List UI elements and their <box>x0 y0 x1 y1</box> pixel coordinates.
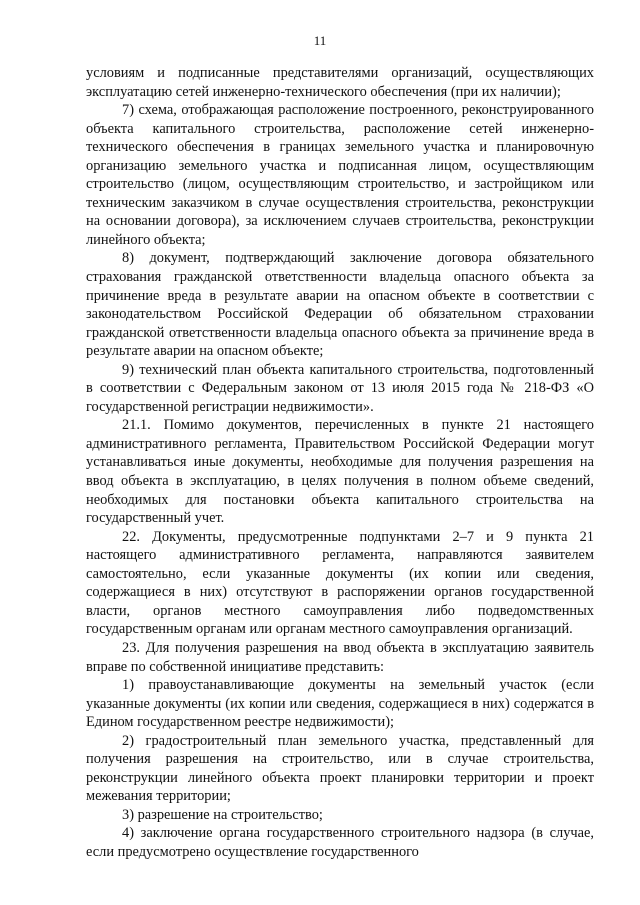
paragraph-23-item-1: 1) правоустанавливающие документы на земельный участок (если указанные документы (их копии или сведения, содержащиеся в них) содержатся в Едином государственном реестре недвижимости); <box>86 677 594 731</box>
paragraph-continuation: условиям и подписанные представителями организаций, осуществляющих эксплуатацию сетей инженерно-технического обеспечения (при их наличии); <box>86 65 594 100</box>
paragraph-22: 22. Документы, предусмотренные подпунктами 2–7 и 9 пункта 21 настоящего административного регламента, направляются заявителем самостоятельно, если указанные документы (их копии или сведения, содержащиеся в них) отсутствуют в распоряжении органов государственной власти, органов местного самоуправления либо подведомственных государственным органам или органам местного самоуправления организаций. <box>86 528 594 638</box>
paragraph-item-9: 9) технический план объекта капитального строительства, подготовленный в соответствии с Федеральным законом от 13 июля 2015 года № 218-ФЗ «О государственной регистрации недвижимости». <box>86 361 594 415</box>
paragraph-23-item-4: 4) заключение органа государственного строительного надзора (в случае, если предусмотрено осуществление государственного <box>86 825 594 860</box>
paragraph-item-8: 8) документ, подтверждающий заключение договора обязательного страхования гражданской ответственности владельца опасного объекта за причинение вреда в результате аварии на опасном объекте в соответствии с законодательством Российской Федерации об обязательном страховании гражданской ответственности владельца опасного объекта за причинение вреда в результате аварии на опасном объекте; <box>86 250 594 360</box>
document-body <box>86 64 594 862</box>
paragraph-item-7: 7) схема, отображающая расположение построенного, реконструированного объекта капитального строительства, расположение сетей инженерно-технического обеспечения в границах земельного участка и планировочную организацию земельного участка и подписанная лицом, осуществляющим строительство (лицом, осуществляющим строительство, и застройщиком или техническим заказчиком в случае осуществления строительства, реконструкции на основании договора), за исключением случаев строительства, реконструкции линейного объекта; <box>86 102 594 248</box>
page-number: 11 <box>313 33 327 48</box>
paragraph-21-1: 21.1. Помимо документов, перечисленных в пункте 21 настоящего административного регламента, Правительством Российской Федерации могут устанавливаться иные документы, необходимые для получения разрешения на ввод объекта в эксплуатацию, в целях получения в полном объеме сведений, необходимых для постановки объекта капитального строительства на государственный учет. <box>86 417 594 527</box>
paragraph-23-item-2: 2) градостроительный план земельного участка, представленный для получения разрешения на строительство, или в случае строительства, реконструкции линейного объекта проект планировки территории и проект межевания территории; <box>86 732 594 805</box>
paragraph-23: 23. Для получения разрешения на ввод объекта в эксплуатацию заявитель вправе по собственной инициативе представить: <box>86 639 594 675</box>
paragraph-23-item-3: 3) разрешение на строительство; <box>122 806 323 823</box>
